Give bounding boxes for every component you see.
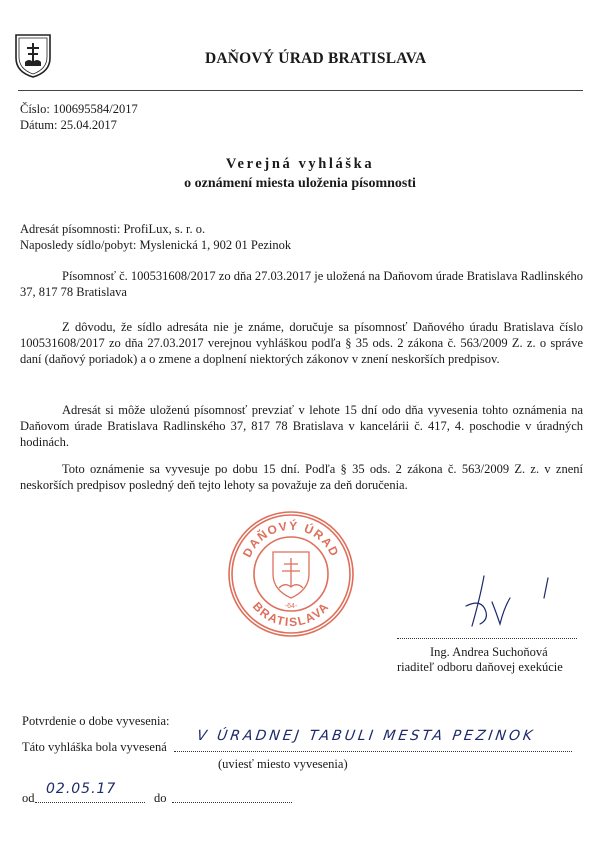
posted-label: Táto vyhláška bola vyvesená [22,740,167,754]
header-divider [18,90,583,91]
stamp-top-text: DAŇOVÝ ÚRAD [239,518,343,560]
signature-line [397,638,577,639]
document-date: Dátum: 25.04.2017 [20,118,117,132]
to-date-line [172,802,292,803]
from-date-handwritten: 02.05.17 [46,781,117,797]
body-paragraph-4: Toto oznámenie sa vyvesuje po dobu 15 dní. Podľa § 35 ods. 2 zákona č. 563/2009 Z. z. v znení neskorších predpisov posledný deň tejto lehoty sa považuje za deň doručenia. [20,462,583,492]
posting-confirm-label: Potvrdenie o dobe vyvesenia: [22,714,170,728]
stamp-number: -64- [284,603,298,610]
body-paragraph-1: Písomnosť č. 100531608/2017 zo dňa 27.03.2017 je uložená na Daňovom úrade Bratislava Radlinského 37, 817 78 Bratislava [20,269,583,299]
posted-place-handwritten: V ÚRADNEJ TABULI MESTA PEZINOK [195,728,537,744]
stamp-bottom-text: BRATISLAVA [249,599,333,630]
signer-role: riaditeľ odboru daňovej exekúcie [397,660,563,674]
addressee-name: Adresát písomnosti: ProfiLux, s. r. o. [20,222,206,236]
addressee-residence: Naposledy sídlo/pobyt: Myslenická 1, 902 01 Pezinok [20,238,292,252]
notice-title: Verejná vyhláška [225,156,375,172]
notice-subtitle: o oznámení miesta uloženia písomnosti [184,176,416,191]
official-stamp [225,508,357,640]
document-meta [20,101,138,133]
posted-place-hint: (uviesť miesto vyvesenia) [218,757,348,771]
posted-place-line [174,751,572,752]
body-paragraph-2: Z dôvodu, že sídlo adresáta nie je známe, doručuje sa písomnosť Daňového úradu Bratislava číslo 100531608/2017 zo dňa 27.03.2017 verejnou vyhláškou podľa § 35 ods. 2 zákona č. 563/2009 Z. z. o správe daní (daňový poriadok) a o zmene a doplnení niektorých zákonov v znení neskorších predpisov. [20,320,583,366]
handwritten-signature [452,568,562,648]
from-label: od [22,791,35,805]
document-number: Číslo: 100695584/2017 [20,102,138,116]
tax-office-emblem-icon [14,32,52,78]
signer-name: Ing. Andrea Suchoňová [430,645,548,659]
office-title: DAŇOVÝ ÚRAD BRATISLAVA [205,50,427,67]
addressee-block [20,221,291,253]
to-label: do [154,791,167,805]
stamp-coat-of-arms-icon [273,552,309,598]
body-paragraph-3: Adresát si môže uloženú písomnosť prevziať v lehote 15 dní odo dňa vyvesenia tohto oznámenia na Daňovom úrade Bratislava Radlinského 37, 817 78 Bratislava v kancelárii č. 417, 4. poschodie v úradných hodinách. [20,403,583,449]
from-date-line [35,802,145,803]
